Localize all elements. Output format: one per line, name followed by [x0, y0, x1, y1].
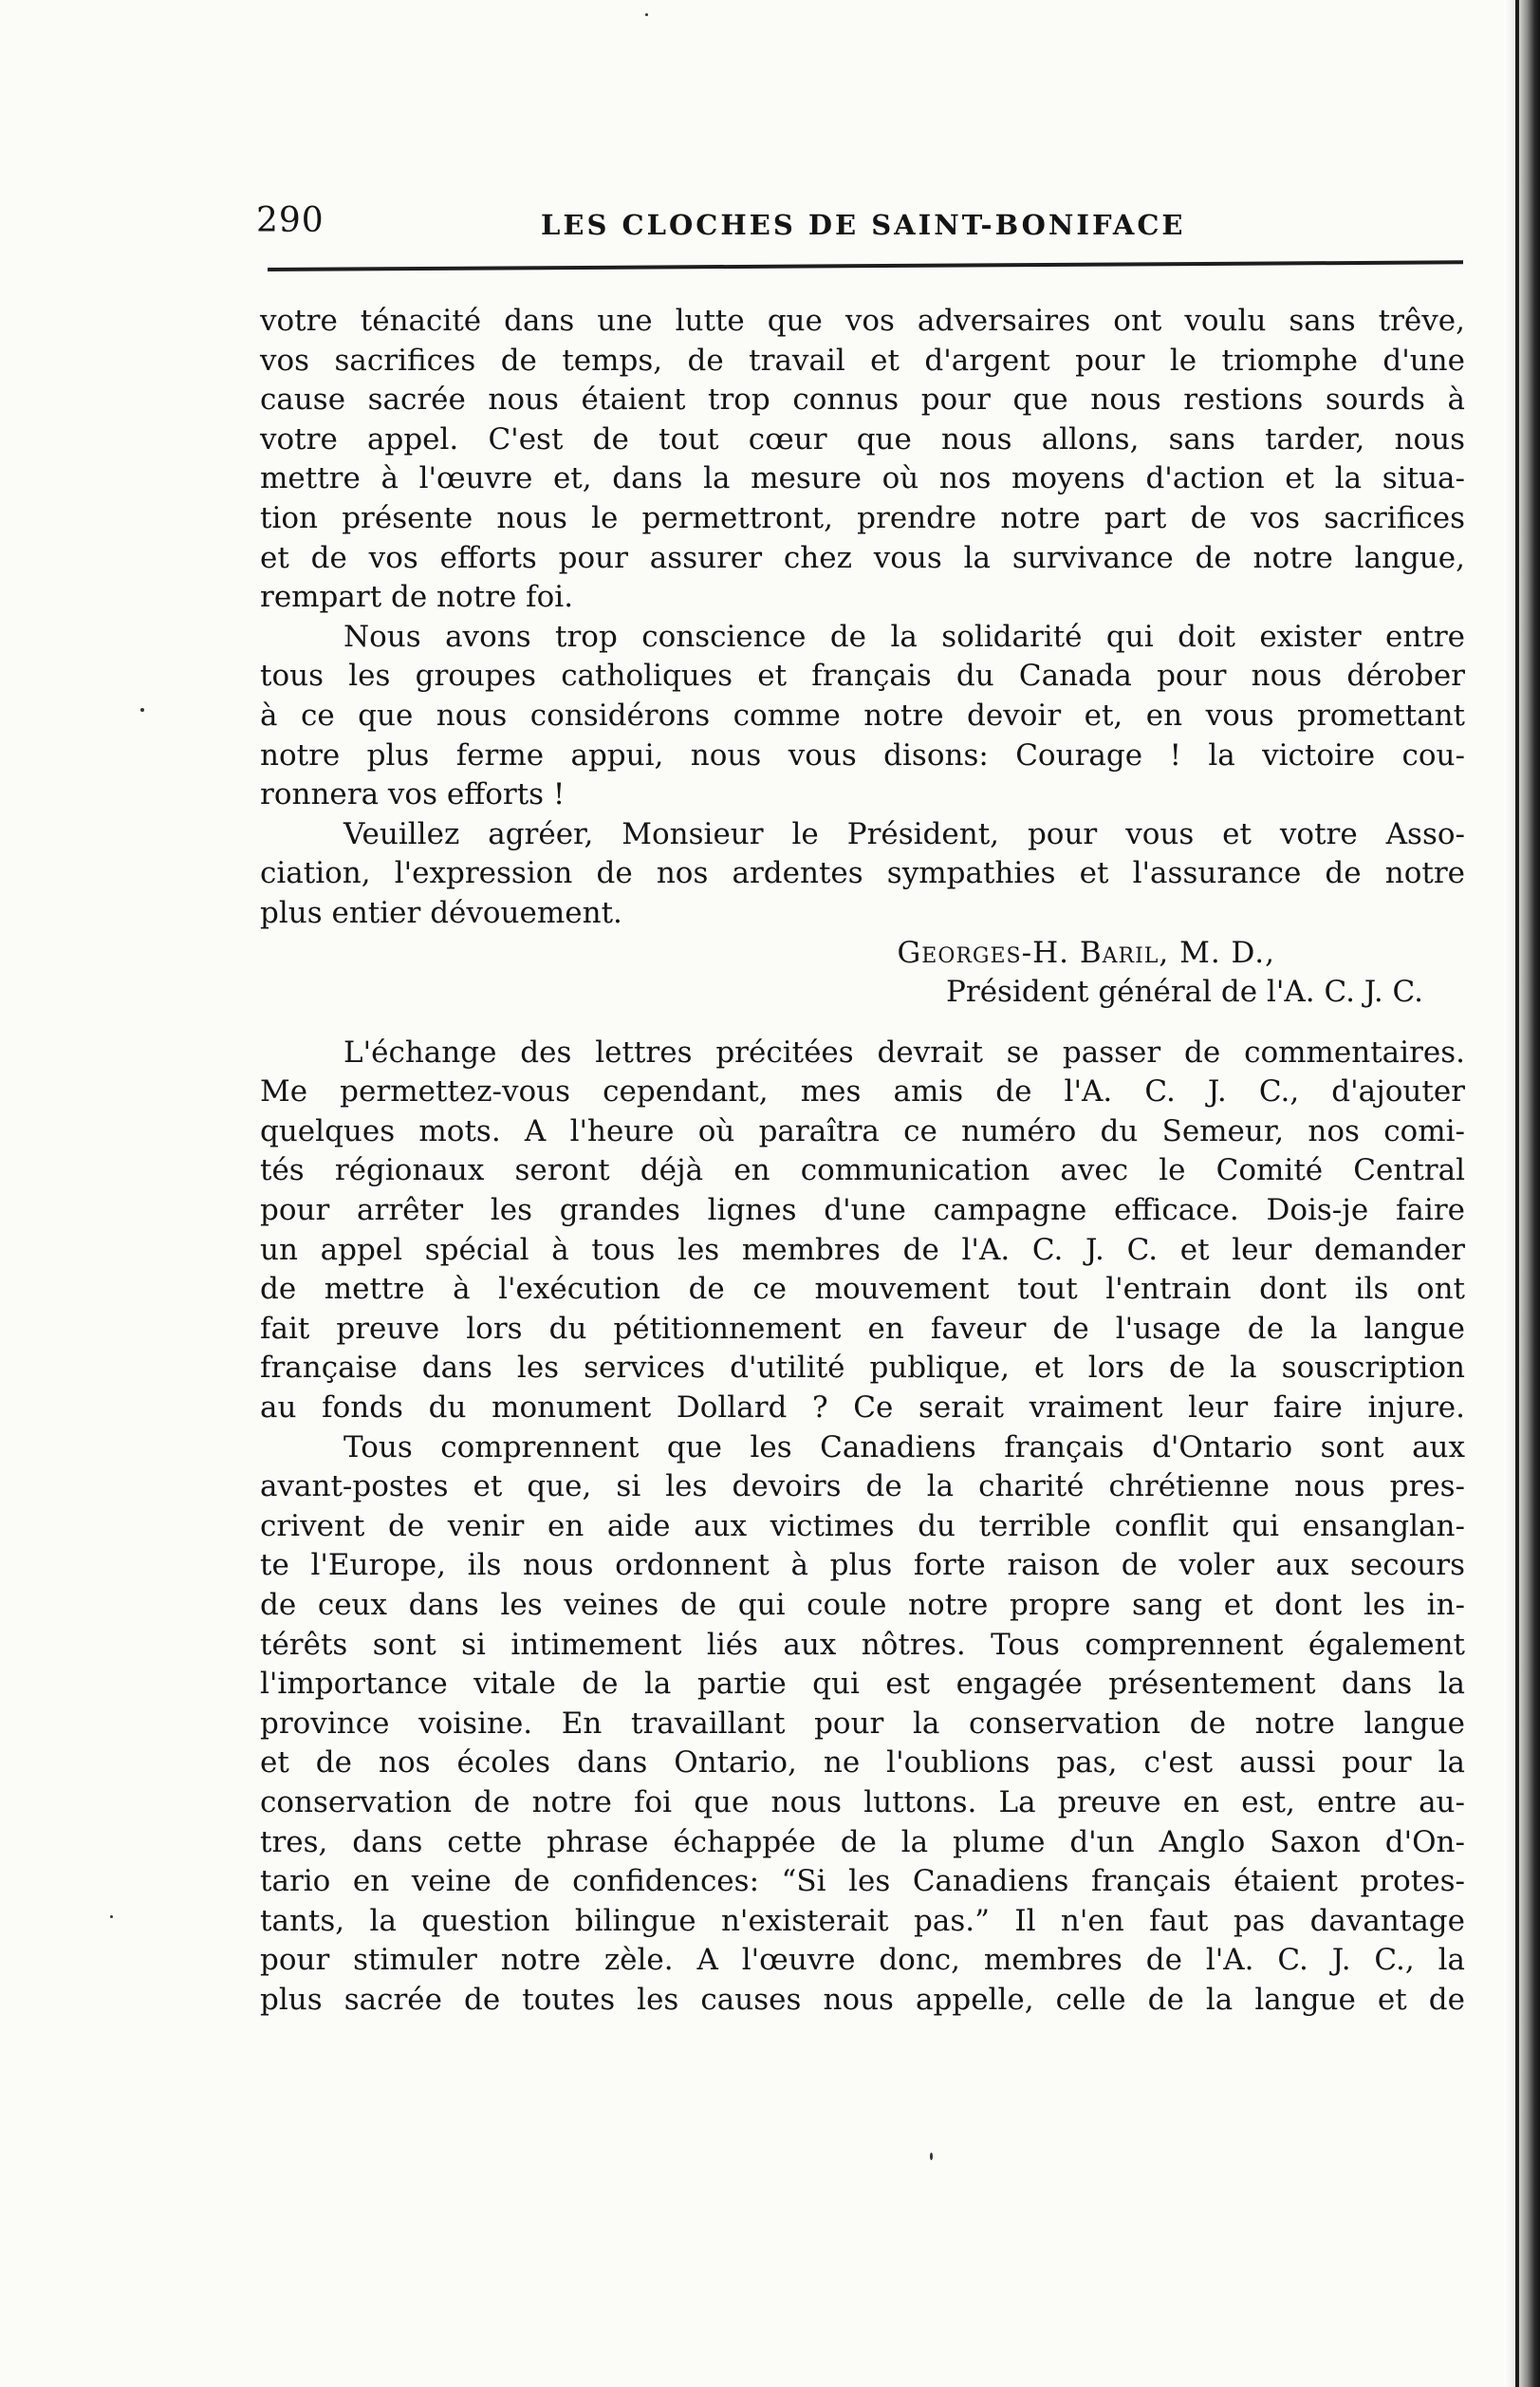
signature-title: Président général de l'A. C. J. C. — [946, 975, 1423, 1010]
scan-speck — [930, 2153, 933, 2160]
text-line: Me permettez-vous cependant, mes amis de l'A. C. J. C., d'ajouter — [260, 1074, 1465, 1110]
page-number: 290 — [256, 201, 325, 240]
text-line: térêts sont si intimement liés aux nôtres. Tous comprennent également — [260, 1627, 1465, 1662]
paragraph-1 — [260, 302, 1465, 618]
text-line: au fonds du monument Dollard ? Ce serait vraiment leur faire injure. — [260, 1390, 1465, 1426]
text-line: et de vos efforts pour assurer chez vous la survivance de notre langue, — [260, 540, 1465, 575]
text-line: plus entier dévouement. — [260, 895, 622, 930]
text-line: tion présente nous le permettront, prendre notre part de vos sacrifices — [260, 500, 1465, 535]
scan-speck — [110, 1915, 113, 1918]
book-spine-edge — [1515, 0, 1519, 2387]
paragraph-2 — [260, 618, 1465, 815]
page-header — [256, 201, 1461, 243]
text-line: province voisine. En travaillant pour la conservation de notre langue — [260, 1706, 1465, 1741]
running-title: LES CLOCHES DE SAINT-BONIFACE — [541, 209, 1186, 241]
text-line: ronnera vos efforts ! — [260, 777, 566, 812]
text-line: Veuillez agréer, Monsieur le Président, pour vous et votre Asso- — [343, 816, 1465, 851]
page-body — [260, 302, 1465, 2021]
text-line: fait preuve lors du pétitionnement en faveur de l'usage de la langue — [260, 1311, 1465, 1346]
text-line: notre plus ferme appui, nous vous disons: Courage ! la victoire cou- — [260, 737, 1465, 773]
paragraph-3 — [260, 815, 1465, 934]
text-line: votre ténacité dans une lutte que vos adversaires ont voulu sans trêve, — [260, 304, 1465, 338]
text-line: L'échange des lettres précitées devrait se passer de commentaires. — [343, 1035, 1465, 1070]
paragraph-gap — [260, 1013, 1465, 1034]
text-line: cause sacrée nous étaient trop connus pour que nous restions sourds à — [260, 382, 1465, 418]
text-line: vos sacrifices de temps, de travail et d'argent pour le triomphe d'une — [260, 343, 1465, 378]
paragraph-4 — [260, 1034, 1465, 1428]
text-line: tants, la question bilingue n'existerait pas.” Il n'en faut pas davantage — [260, 1903, 1465, 1938]
text-line: crivent de venir en aide aux victimes du terrible conflit qui ensanglan- — [260, 1508, 1465, 1543]
signature-name: Georges-H. Baril, M. D., — [897, 935, 1275, 970]
text-line: pour stimuler notre zèle. A l'œuvre donc, membres de l'A. C. J. C., la — [260, 1943, 1465, 1978]
text-line: plus sacrée de toutes les causes nous appelle, celle de la langue et de — [260, 1982, 1465, 2017]
text-line: tario en veine de confidences: “Si les Canadiens français étaient protes- — [260, 1864, 1465, 1899]
text-line: l'importance vitale de la partie qui est engagée présentement dans la — [260, 1667, 1465, 1702]
scan-speck — [140, 708, 144, 712]
text-line: te l'Europe, ils nous ordonnent à plus forte raison de voler aux secours — [260, 1548, 1465, 1583]
text-line: Tous comprennent que les Canadiens français d'Ontario sont aux — [343, 1429, 1465, 1464]
text-line: française dans les services d'utilité publique, et lors de la souscription — [260, 1351, 1465, 1386]
text-line: rempart de notre foi. — [260, 580, 574, 615]
text-line: un appel spécial à tous les membres de l'A. C. J. C. et leur demander — [260, 1232, 1465, 1267]
book-spine-shadow — [1504, 0, 1540, 2387]
text-line: tous les groupes catholiques et français du Canada pour nous dérober — [260, 659, 1465, 694]
text-line: mettre à l'œuvre et, dans la mesure où nos moyens d'action et la situa- — [260, 461, 1465, 496]
text-line: votre appel. C'est de tout cœur que nous allons, sans tarder, nous — [260, 421, 1465, 457]
text-line: Nous avons trop conscience de la solidarité qui doit exister entre — [343, 619, 1465, 654]
scan-speck — [645, 13, 648, 16]
text-line: conservation de notre foi que nous luttons. La preuve en est, entre au- — [260, 1784, 1465, 1819]
text-line: de mettre à l'exécution de ce mouvement tout l'entrain dont ils ont — [260, 1272, 1465, 1307]
text-line: avant-postes et que, si les devoirs de la charité chrétienne nous pres- — [260, 1469, 1465, 1504]
text-line: à ce que nous considérons comme notre devoir et, en vous promettant — [260, 698, 1465, 733]
text-line: et de nos écoles dans Ontario, ne l'oublions pas, c'est aussi pour la — [260, 1745, 1465, 1781]
signature-block — [260, 934, 1465, 1013]
text-line: ciation, l'expression de nos ardentes sympathies et l'assurance de notre — [260, 856, 1465, 891]
text-line: tés régionaux seront déjà en communication avec le Comité Central — [260, 1153, 1465, 1188]
header-rule — [268, 260, 1463, 271]
text-line: pour arrêter les grandes lignes d'une campagne efficace. Dois-je faire — [260, 1193, 1465, 1228]
text-line: quelques mots. A l'heure où paraîtra ce numéro du Semeur, nos comi- — [260, 1113, 1465, 1148]
text-line: de ceux dans les veines de qui coule notre propre sang et dont les in- — [260, 1588, 1465, 1622]
text-line: tres, dans cette phrase échappée de la plume d'un Anglo Saxon d'On- — [260, 1824, 1465, 1859]
paragraph-5 — [260, 1428, 1465, 2021]
